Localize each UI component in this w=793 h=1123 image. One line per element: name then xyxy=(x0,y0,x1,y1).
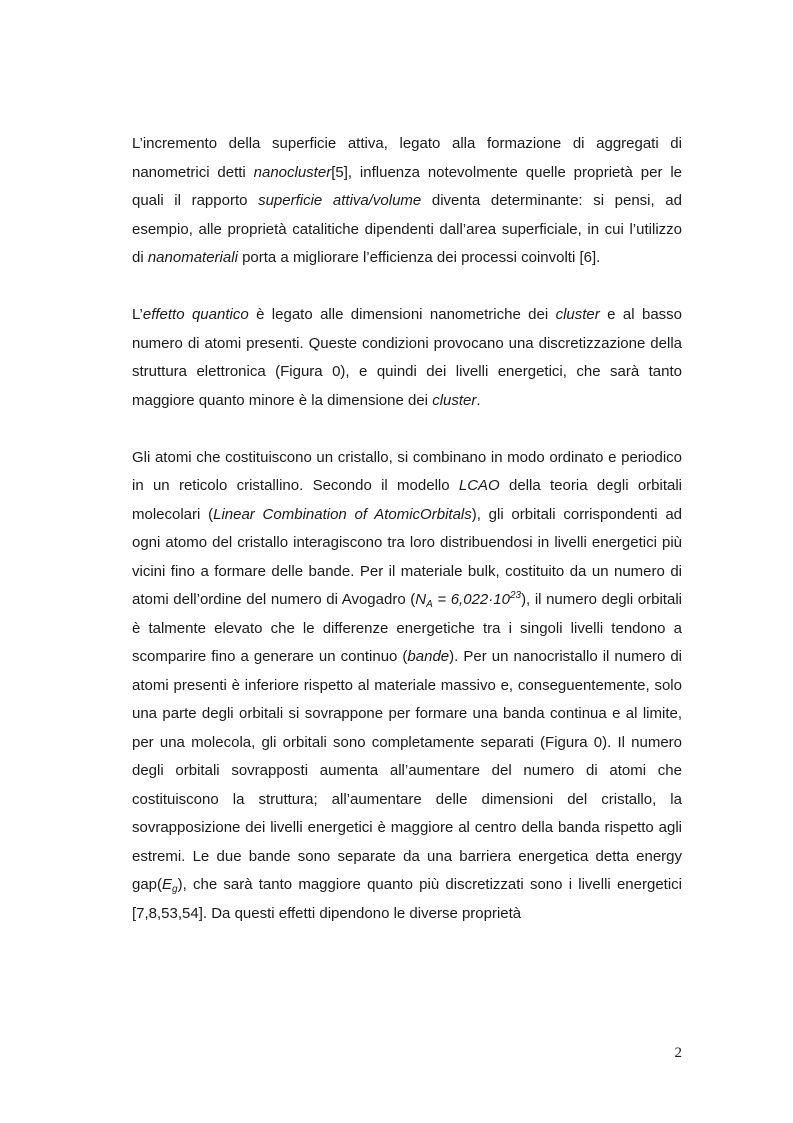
body-text xyxy=(132,130,682,928)
page-number: 2 xyxy=(674,1045,682,1061)
paragraph-quantum-effect: L’effetto quantico è legato alle dimensioni nanometriche dei cluster e al basso numero di atomi presenti. Queste condizioni provocano una discretizzazione della struttura elettronica (Figura 0), e quindi dei livelli energetici, che sarà tanto maggiore quanto minore è la dimensione dei cluster. xyxy=(132,306,683,409)
paragraph-surface-area: L’incremento della superficie attiva, legato alla formazione di aggregati di nanometrici detti nanocluster[5], influenza notevolmente quelle proprietà per le quali il rapporto superficie attiva/volume diventa determinante: si pensi, ad esempio, alle proprietà catalitiche dipendenti dall’area superficiale, in cui l’utilizzo di nanomateriali porta a migliorare l’efficienza dei processi coinvolti [6]. xyxy=(132,135,682,266)
paragraph-crystal-orbitals: Gli atomi che costituiscono un cristallo, si combinano in modo ordinato e periodico in un reticolo cristallino. Secondo il modello LCAO della teoria degli orbitali molecolari (Linear Combination of AtomicOrbitals), gli orbitali corrispondenti ad ogni atomo del cristallo interagiscono tra loro distribuendosi in livelli energetici più vicini fino a formare delle bande. Per il materiale bulk, costituito da un numero di atomi dell’ordine del numero di Avogadro $(N_A = 6,022\cdot 10^{23})$, il numero degli orbitali è talmente elevato che le differenze energetiche tra i singoli livelli tendono a scomparire fino a generare un continuo (bande). Per un nanocristallo il numero di atomi presenti è inferiore rispetto al materiale massivo e, conseguentemente, solo una parte degli orbitali si sovrappone per formare una banda continua e al limite, per una molecola, gli orbitali sono completamente separati (Figura 0). Il numero degli orbitali sovrapposti aumenta all’aumentare del numero di atomi che costituiscono la struttura; all’aumentare delle dimensioni del cristallo, la sovrapposizione dei livelli energetici è maggiore al centro della banda rispetto agli estremi. Le due bande sono separate da una barriera energetica detta energy $gap(E_g)$, che sarà tanto maggiore quanto più discretizzati sono i livelli energetici [7,8,53,54]. Da questi effetti dipendono le diverse proprietà xyxy=(132,448,683,922)
